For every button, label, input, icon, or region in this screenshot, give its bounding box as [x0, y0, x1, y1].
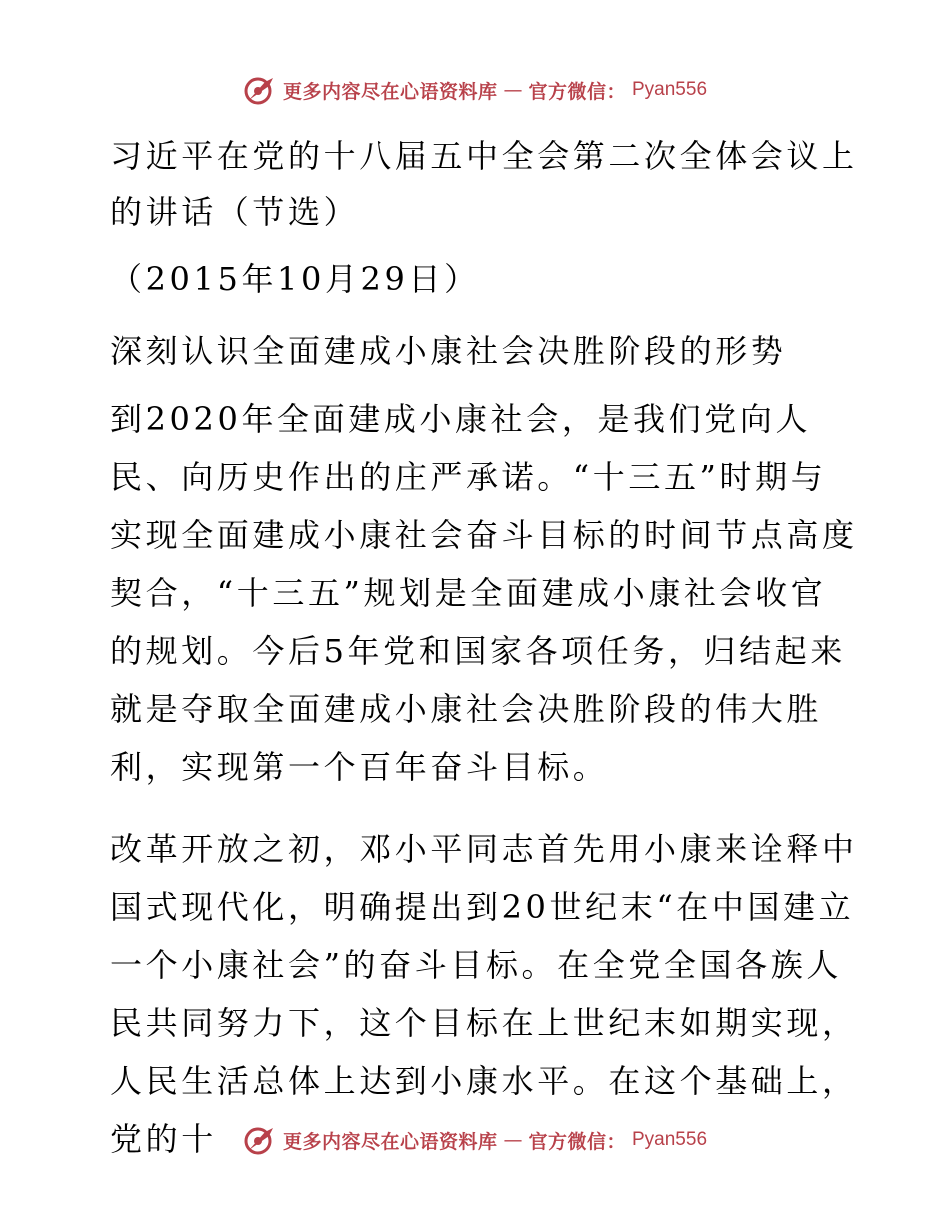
footer-watermark: [0, 1124, 950, 1156]
header-watermark: [0, 74, 950, 106]
quill-swirl-logo-icon: [243, 1124, 277, 1156]
watermark-text: 更多内容尽在心语资料库: [282, 80, 498, 103]
paragraph-2: 改革开放之初，邓小平同志首先用小康来诠释中国式现代化，明确提出到20世纪末“在中国建立一个小康社会”的奋斗目标。在全党全国各族人民共同努力下，这个目标在上世纪末如期实现，人民生活总体上达到小康水平。在这个基础上，党的十: [110, 830, 858, 1158]
document-body: [98, 128, 858, 1168]
watermark-wechat-label: 官方微信：: [528, 1130, 626, 1153]
quill-swirl-logo-icon: [243, 74, 277, 106]
watermark-separator: —: [503, 1129, 523, 1151]
document-date: （2015年10月29日）: [110, 260, 480, 298]
section-heading: 深刻认识全面建成小康社会决胜阶段的形势: [110, 332, 787, 370]
watermark-separator: —: [503, 79, 523, 101]
watermark-wechat-label: 官方微信：: [528, 80, 626, 103]
watermark-wechat-id: Pyan556: [632, 79, 708, 100]
watermark-text: 更多内容尽在心语资料库: [282, 1130, 498, 1153]
document-title: 习近平在党的十八届五中全会第二次全体会议上的讲话（节选）: [110, 137, 858, 231]
paragraph-1: 到2020年全面建成小康社会，是我们党向人民、向历史作出的庄严承诺。“十三五”时期与实现全面建成小康社会奋斗目标的时间节点高度契合，“十三五”规划是全面建成小康社会收官的规划。今后5年党和国家各项任务，归结起来就是夺取全面建成小康社会决胜阶段的伟大胜利，实现第一个百年奋斗目标。: [110, 400, 858, 786]
watermark-wechat-id: Pyan556: [632, 1129, 708, 1150]
